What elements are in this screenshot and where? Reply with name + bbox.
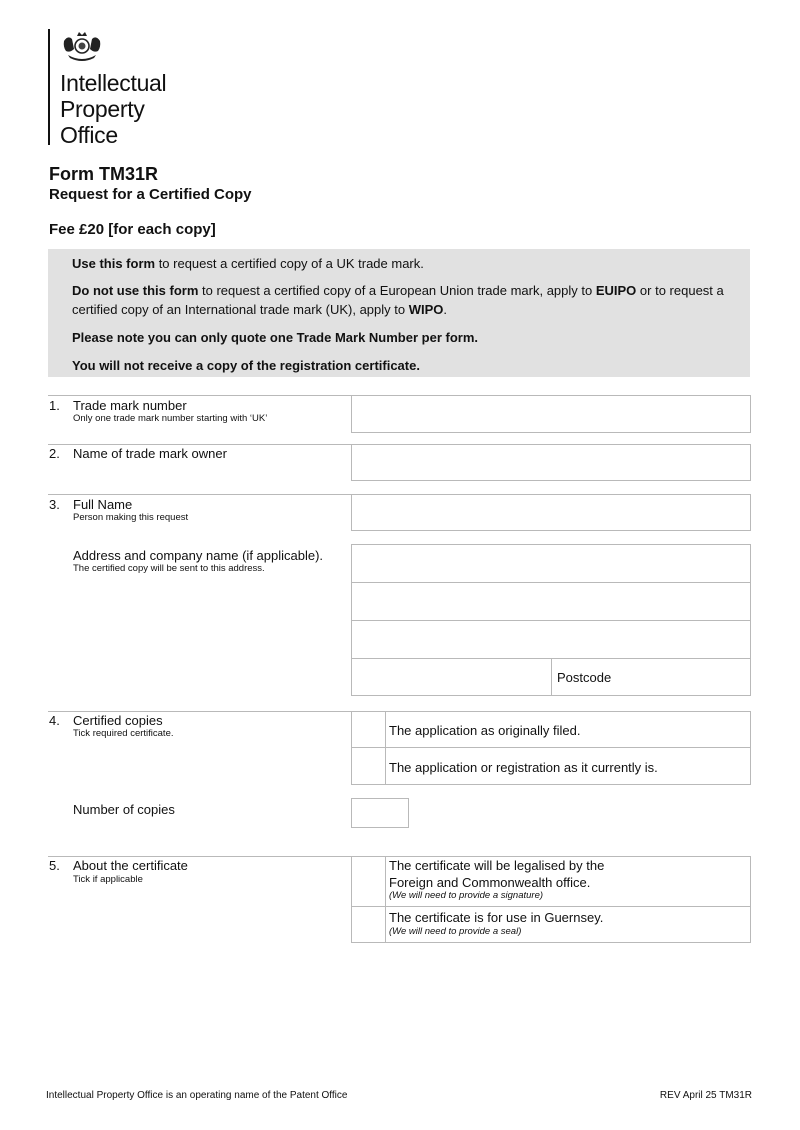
- legalised-option-line2: Foreign and Commonwealth office.: [389, 875, 591, 890]
- address-line-1-field[interactable]: [352, 545, 750, 582]
- instructions-notice: [48, 249, 750, 377]
- current-registration-checkbox[interactable]: [352, 748, 385, 784]
- guernsey-option-note: (We will need to provide a seal): [389, 926, 522, 937]
- divider: [351, 747, 751, 748]
- legalised-checkbox[interactable]: [352, 857, 385, 906]
- footer-organisation-note: Intellectual Property Office is an operating name of the Patent Office: [46, 1090, 348, 1101]
- divider: [385, 711, 386, 785]
- trade-mark-number-label: Trade mark number: [73, 398, 187, 413]
- owner-name-field[interactable]: [351, 444, 751, 481]
- organisation-name: [60, 70, 166, 148]
- question-number: 2.: [49, 446, 60, 461]
- question-number: 3.: [49, 497, 60, 512]
- address-line-3-field[interactable]: [352, 621, 750, 658]
- legalised-option-line1: The certificate will be legalised by the: [389, 858, 605, 873]
- about-certificate-hint: Tick if applicable: [73, 874, 143, 885]
- address-line-4-field[interactable]: [352, 659, 550, 695]
- royal-coat-of-arms-icon: [60, 29, 104, 63]
- fee-text: Fee £20 [for each copy]: [49, 221, 216, 238]
- form-subtitle: Request for a Certified Copy: [49, 186, 252, 203]
- current-registration-option-label: The application or registration as it currently is.: [389, 760, 658, 775]
- notice-bold: Do not use this form: [72, 283, 199, 298]
- number-of-copies-field[interactable]: [351, 798, 409, 828]
- row-separator: [48, 395, 351, 396]
- organisation-line: Office: [60, 122, 118, 148]
- notice-text: to request a certified copy of a UK trade mark.: [155, 256, 424, 271]
- divider: [551, 658, 552, 696]
- organisation-line: Intellectual: [60, 70, 167, 96]
- full-name-label: Full Name: [73, 497, 133, 512]
- postcode-field[interactable]: [620, 659, 750, 695]
- full-name-hint: Person making this request: [73, 512, 189, 523]
- number-of-copies-label: Number of copies: [73, 802, 175, 817]
- notice-text: .: [443, 302, 448, 317]
- certified-copies-hint: Tick required certificate.: [73, 728, 174, 739]
- address-hint: The certified copy will be sent to this address.: [73, 563, 265, 574]
- guernsey-checkbox[interactable]: [352, 907, 385, 942]
- postcode-label: Postcode: [557, 670, 612, 685]
- notice-one-number: Please note you can only quote one Trade Mark Number per form.: [72, 330, 478, 345]
- notice-bold: Use this form: [72, 256, 156, 271]
- notice-text: to request a certified copy of a European Union trade mark, apply to: [198, 283, 596, 298]
- question-number: 5.: [49, 858, 60, 873]
- guernsey-option-label: The certificate is for use in Guernsey.: [389, 910, 604, 925]
- trade-mark-number-field[interactable]: [351, 395, 751, 433]
- wipo-link: WIPO: [408, 302, 444, 317]
- euipo-link: EUIPO: [595, 283, 637, 298]
- about-certificate-label: About the certificate: [73, 858, 188, 873]
- row-separator: [48, 444, 351, 445]
- original-filed-checkbox[interactable]: [352, 712, 385, 747]
- full-name-field[interactable]: [351, 494, 751, 531]
- organisation-line: Property: [60, 96, 145, 122]
- form-title: Form TM31R: [49, 164, 159, 184]
- original-filed-option-label: The application as originally filed.: [389, 723, 581, 738]
- address-label: Address and company name (if applicable).: [73, 548, 324, 563]
- logo-divider: [48, 29, 50, 145]
- certified-copies-label: Certified copies: [73, 713, 163, 728]
- divider: [351, 906, 751, 907]
- owner-name-label: Name of trade mark owner: [73, 446, 227, 461]
- divider: [385, 856, 386, 943]
- trade-mark-number-hint: Only one trade mark number starting with ‘UK’: [73, 413, 268, 424]
- address-line-2-field[interactable]: [352, 583, 750, 620]
- question-number: 4.: [49, 713, 60, 728]
- notice-do-not-use: [72, 281, 732, 319]
- notice-no-certificate: You will not receive a copy of the registration certificate.: [72, 358, 420, 373]
- footer-revision: REV April 25 TM31R: [659, 1090, 752, 1101]
- row-separator: [48, 494, 351, 495]
- notice-text: or to request a certified copy of an International trade mark (UK), apply to: [72, 283, 724, 317]
- row-separator: [48, 711, 351, 712]
- question-number: 1.: [49, 398, 60, 413]
- row-separator: [48, 856, 351, 857]
- legalised-option-note: (We will need to provide a signature): [389, 890, 544, 901]
- notice-use-this-form: [72, 254, 732, 273]
